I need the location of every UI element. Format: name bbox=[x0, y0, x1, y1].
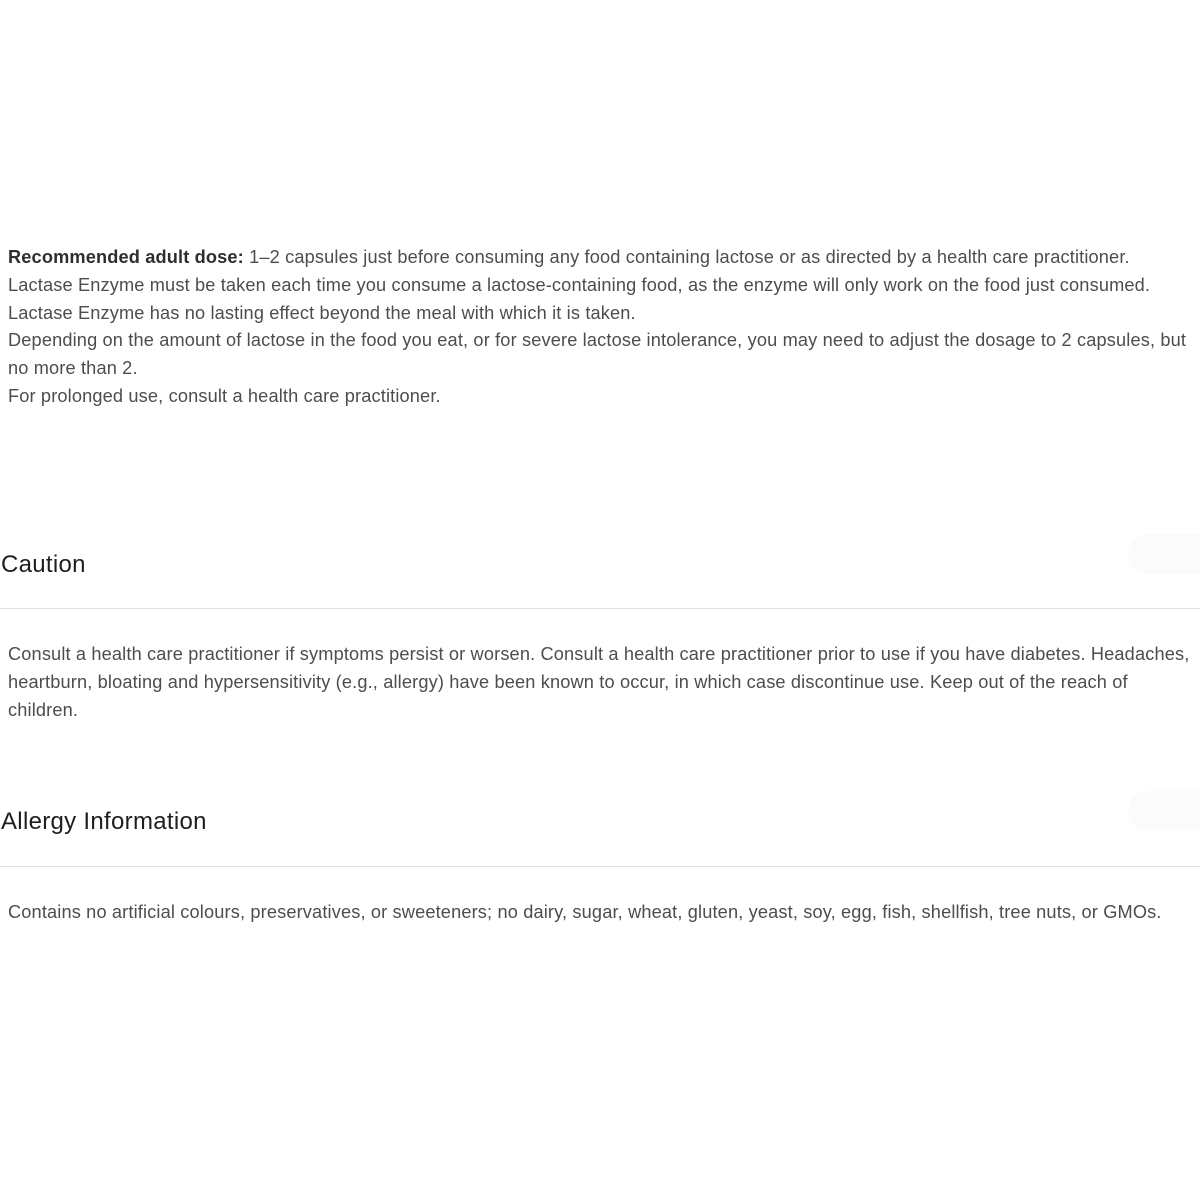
allergy-title: Allergy Information bbox=[1, 808, 207, 835]
directions-line: For prolonged use, consult a health care practitioner. bbox=[8, 385, 441, 406]
dose-text: 1–2 capsules just before consuming any food containing lactose or as directed by a health care practitioner. bbox=[243, 247, 1130, 267]
caution-title: Caution bbox=[1, 551, 86, 578]
caution-accordion-header[interactable] bbox=[0, 550, 1200, 609]
caution-toggle-button[interactable] bbox=[1128, 534, 1200, 574]
directions-line: Lactase Enzyme must be taken each time you consume a lactose-containing food, as the enzyme will only work on the food just consumed. bbox=[8, 274, 1151, 295]
directions-line: Lactase Enzyme has no lasting effect beyond the meal with which it is taken. bbox=[8, 302, 636, 323]
dose-label: Recommended adult dose: bbox=[8, 247, 244, 267]
allergy-toggle-button[interactable] bbox=[1128, 791, 1200, 831]
directions-section bbox=[8, 244, 1200, 411]
allergy-body: Contains no artificial colours, preservatives, or sweeteners; no dairy, sugar, wheat, gluten, yeast, soy, egg, fish, shellfish, tree nuts, or GMOs. bbox=[8, 902, 1162, 922]
caution-body: Consult a health care practitioner if symptoms persist or worsen. Consult a health care practitioner prior to use if you have diabetes. Headaches, heartburn, bloating and hypersensitivity (e.g., allergy) have been known to occur, in which case discontinue use. Keep out of the reach of children. bbox=[8, 644, 1190, 720]
directions-line: Depending on the amount of lactose in the food you eat, or for severe lactose intolerance, you may need to adjust the dosage to 2 capsules, but no more than 2. bbox=[8, 330, 1187, 379]
dose-paragraph bbox=[8, 244, 1200, 272]
allergy-accordion-header[interactable] bbox=[0, 807, 1200, 867]
